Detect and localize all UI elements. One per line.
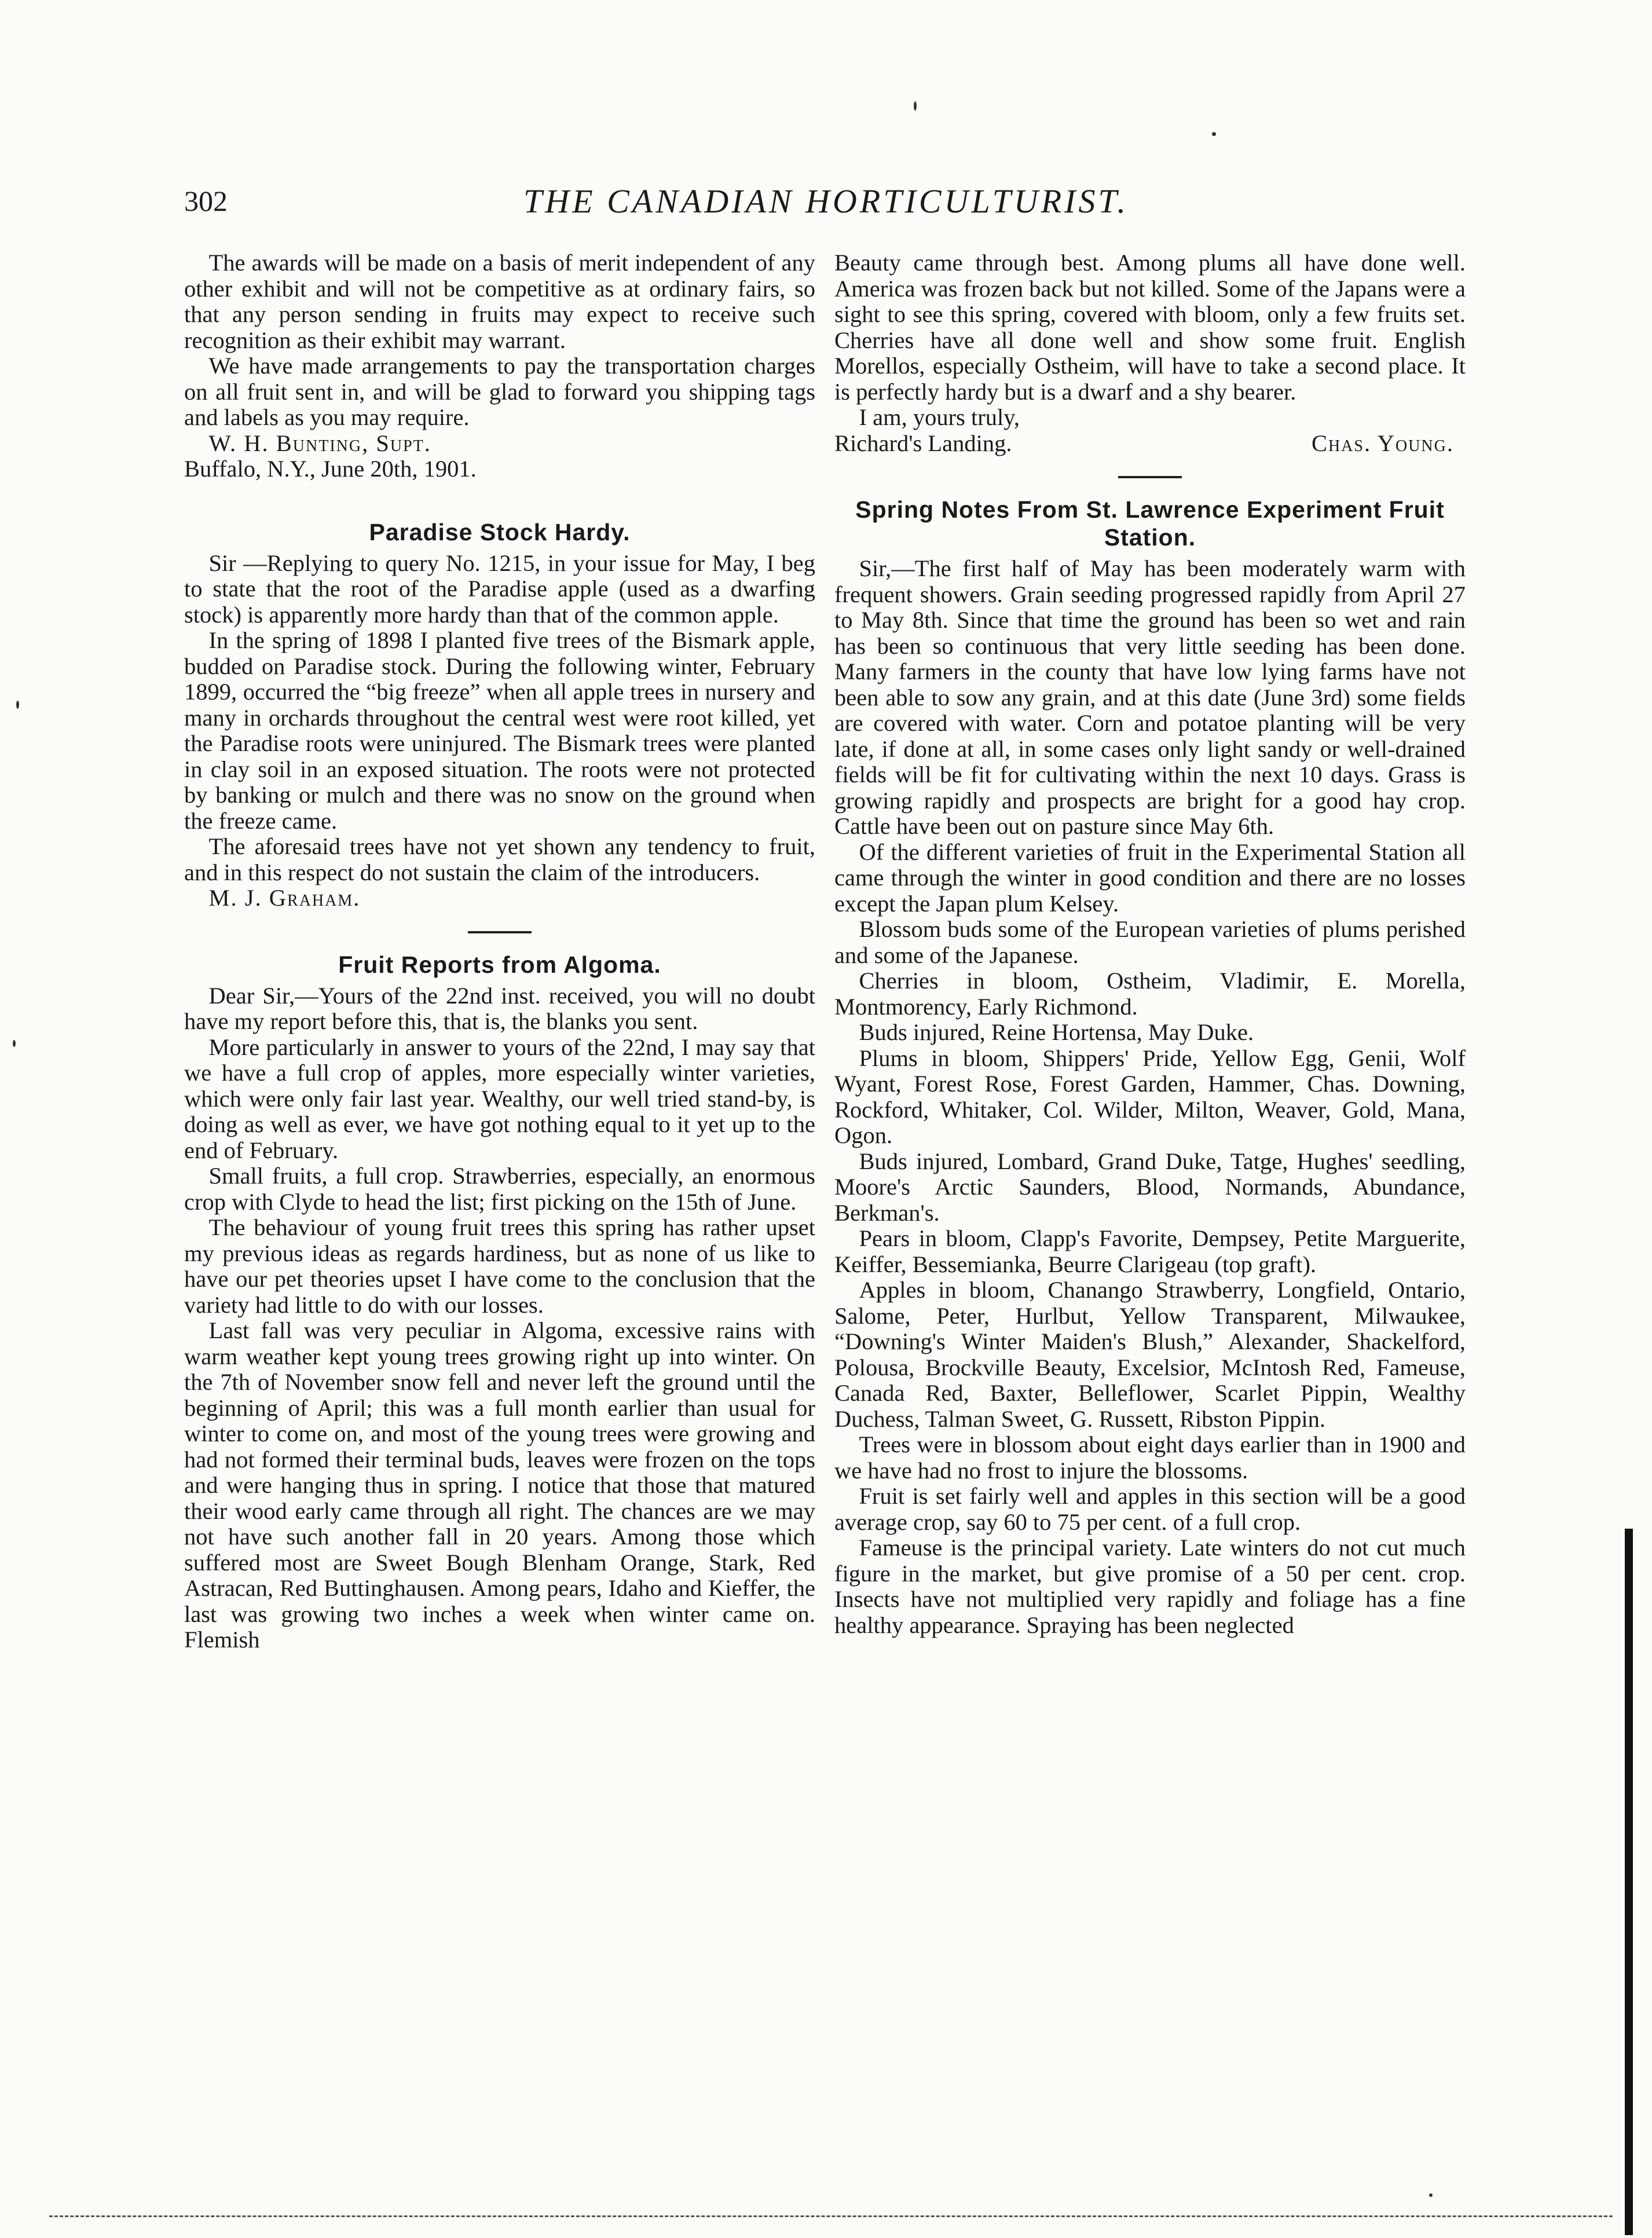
article-paragraph: More particularly in answer to yours of the 22nd, I may say that we have a full crop of apples, more especially winter varieties, which were only fair last year. Wealthy, our well tried stand-by, is doing as well as ever, we have got nothing equal to it yet up to the end of February. bbox=[184, 1034, 815, 1163]
article-paragraph: Sir —Replying to query No. 1215, in your issue for May, I beg to state that the root of the Paradise apple (used as a dwarfing stock) is apparently more hardy than that of the common apple. bbox=[184, 550, 815, 628]
page-bottom-rule bbox=[49, 2215, 1613, 2217]
right-column bbox=[834, 250, 1466, 1638]
letter-place: Richard's Landing. bbox=[834, 430, 1012, 456]
article-paragraph: In the spring of 1898 I planted five trees of the Bismark apple, budded on Paradise stock. During the following winter, February 1899, occurred the “big freeze” when all apple trees in nursery and many in orchards throughout the central west were root killed, yet the Paradise roots were uninjured. The Bismark trees were planted in clay soil in an exposed situation. The roots were not protected by banking or mulch and there was no snow on the ground when the freeze came. bbox=[184, 627, 815, 834]
page-number: 302 bbox=[184, 185, 228, 217]
scan-speck bbox=[16, 701, 19, 709]
article-paragraph: Small fruits, a full crop. Strawberries, especially, an enormous crop with Clyde to head the list; first picking on the 15th of June. bbox=[184, 1163, 815, 1215]
article-paragraph: The aforesaid trees have not yet shown any tendency to fruit, and in this respect do not sustain the claim of the introducers. bbox=[184, 833, 815, 885]
page-header bbox=[0, 184, 1652, 230]
article-paragraph: Blossom buds some of the European varieties of plums perished and some of the Japanese. bbox=[834, 916, 1466, 968]
article-paragraph: Fruit is set fairly well and apples in this section will be a good average crop, say 60 to 75 per cent. of a full crop. bbox=[834, 1483, 1466, 1535]
article-heading: Fruit Reports from Algoma. bbox=[338, 951, 661, 978]
running-title: THE CANADIAN HORTICULTURIST. bbox=[523, 182, 1129, 220]
article-signature: M. J. Graham. bbox=[208, 885, 361, 911]
article-paragraph: Cherries in bloom, Ostheim, Vladimir, E. Morella, Montmorency, Early Richmond. bbox=[834, 968, 1466, 1020]
article-heading: Paradise Stock Hardy. bbox=[369, 518, 631, 545]
article-heading: Spring Notes From St. Lawrence Experiment Fruit Station. bbox=[855, 496, 1445, 551]
article-paragraph: Last fall was very peculiar in Algoma, excessive rains with warm weather kept young trees growing right up into winter. On the 7th of November snow fell and never left the ground until the beginning of April; this was a full month earlier than usual for winter to come on, and most of the young trees were growing and had not formed their terminal buds, leaves were frozen on the tops and were hanging thus in spring. I notice that those that matured their wood early came through all right. The chances are we may not have such another fall in 20 years. Among those which suffered most are Sweet Bough Blenham Orange, Stark, Red Astracan, Red Buttinghausen. Among pears, Idaho and Kieffer, the last was growing two inches a week when winter came on. Flemish bbox=[184, 1317, 815, 1653]
article-paragraph: Sir,—The first half of May has been moderately warm with frequent showers. Grain seeding progressed rapidly from April 27 to May 8th. Since that time the ground has been so wet and rain has been so continuous that very little seeding has been done. Many farmers in the county that have low lying farms have not been able to sow any grain, and at this date (June 3rd) some fields are covered with water. Corn and potatoe planting will be very late, if done at all, in some cases only light sandy or well-drained fields will be fit for cultivating within the next 10 days. Grass is growing rapidly and prospects are bright for a good hay crop. Cattle have been out on pasture since May 6th. bbox=[834, 555, 1466, 839]
article-paragraph: Fameuse is the principal variety. Late winters do not cut much figure in the market, but give promise of a 50 per cent. crop. Insects have not multiplied very rapidly and foliage has a fine healthy appearance. Spraying has been neglected bbox=[834, 1534, 1466, 1638]
notice-paragraph: The awards will be made on a basis of merit independent of any other exhibit and will not be competitive as at ordinary fairs, so that any person sending in fruits may expect to receive such recognition as their exhibit may warrant. bbox=[184, 250, 815, 353]
scan-speck bbox=[13, 1040, 16, 1047]
article-paragraph: Apples in bloom, Chanango Strawberry, Longfield, Ontario, Salome, Peter, Hurlbut, Yellow Transparent, Milwaukee, “Downing's Winter Maiden's Blush,” Alexander, Shackelford, Polousa, Brockville Beauty, Excelsior, McIntosh Red, Fameuse, Canada Red, Baxter, Belleflower, Scarlet Pippin, Wealthy Duchess, Talman Sweet, G. Russett, Ribston Pippin. bbox=[834, 1277, 1466, 1432]
scan-speck bbox=[1212, 132, 1216, 136]
notice-paragraph: We have made arrangements to pay the transportation charges on all fruit sent in, and will be glad to forward you shipping tags and labels as you may require. bbox=[184, 353, 815, 430]
article-paragraph: Pears in bloom, Clapp's Favorite, Dempsey, Petite Marguerite, Keiffer, Bessemianka, Beurre Clarigeau (top graft). bbox=[834, 1225, 1466, 1277]
article-paragraph: Plums in bloom, Shippers' Pride, Yellow Egg, Genii, Wolf Wyant, Forest Rose, Forest Garden, Hammer, Chas. Downing, Rockford, Whitaker, Col. Wilder, Milton, Weaver, Gold, Mana, Ogon. bbox=[834, 1045, 1466, 1148]
article-continued-paragraph: Beauty came through best. Among plums all have done well. America was frozen back but not killed. Some of the Japans were a sight to see this spring, covered with bloom, only a few fruits set. Cherries have all done well and show some fruit. English Morellos, especially Ostheim, will have to take a second place. It is perfectly hardy but is a dwarf and a shy bearer. bbox=[834, 250, 1466, 405]
article-paragraph: The behaviour of young fruit trees this spring has rather upset my previous ideas as regards hardiness, but as none of us like to have our pet theories upset I have come to the conclusion that the variety had little to do with our losses. bbox=[184, 1214, 815, 1318]
notice-signature: W. H. Bunting, Supt. bbox=[208, 430, 431, 456]
article-paragraph: Dear Sir,—Yours of the 22nd inst. received, you will no doubt have my report before this, that is, the blanks you sent. bbox=[184, 982, 815, 1034]
scan-speck bbox=[1429, 2193, 1433, 2197]
notice-dateline: Buffalo, N.Y., June 20th, 1901. bbox=[184, 456, 477, 482]
letter-closing: I am, yours truly, bbox=[859, 404, 1020, 430]
letter-signature-row bbox=[834, 431, 1466, 457]
article-signature: Chas. Young. bbox=[1311, 430, 1454, 456]
article-paragraph: Trees were in blossom about eight days earlier than in 1900 and we have had no frost to injure the blossoms. bbox=[834, 1431, 1466, 1484]
article-paragraph: Of the different varieties of fruit in the Experimental Station all came through the winter in good condition and there are no losses except the Japan plum Kelsey. bbox=[834, 838, 1466, 917]
left-column bbox=[184, 250, 815, 1653]
scan-edge-bar bbox=[1625, 1529, 1633, 2235]
article-paragraph: Buds injured, Lombard, Grand Duke, Tatge, Hughes' seedling, Moore's Arctic Saunders, Blood, Normands, Abundance, Berkman's. bbox=[834, 1148, 1466, 1226]
scan-speck bbox=[914, 101, 917, 111]
article-paragraph: Buds injured, Reine Hortensa, May Duke. bbox=[859, 1019, 1254, 1045]
